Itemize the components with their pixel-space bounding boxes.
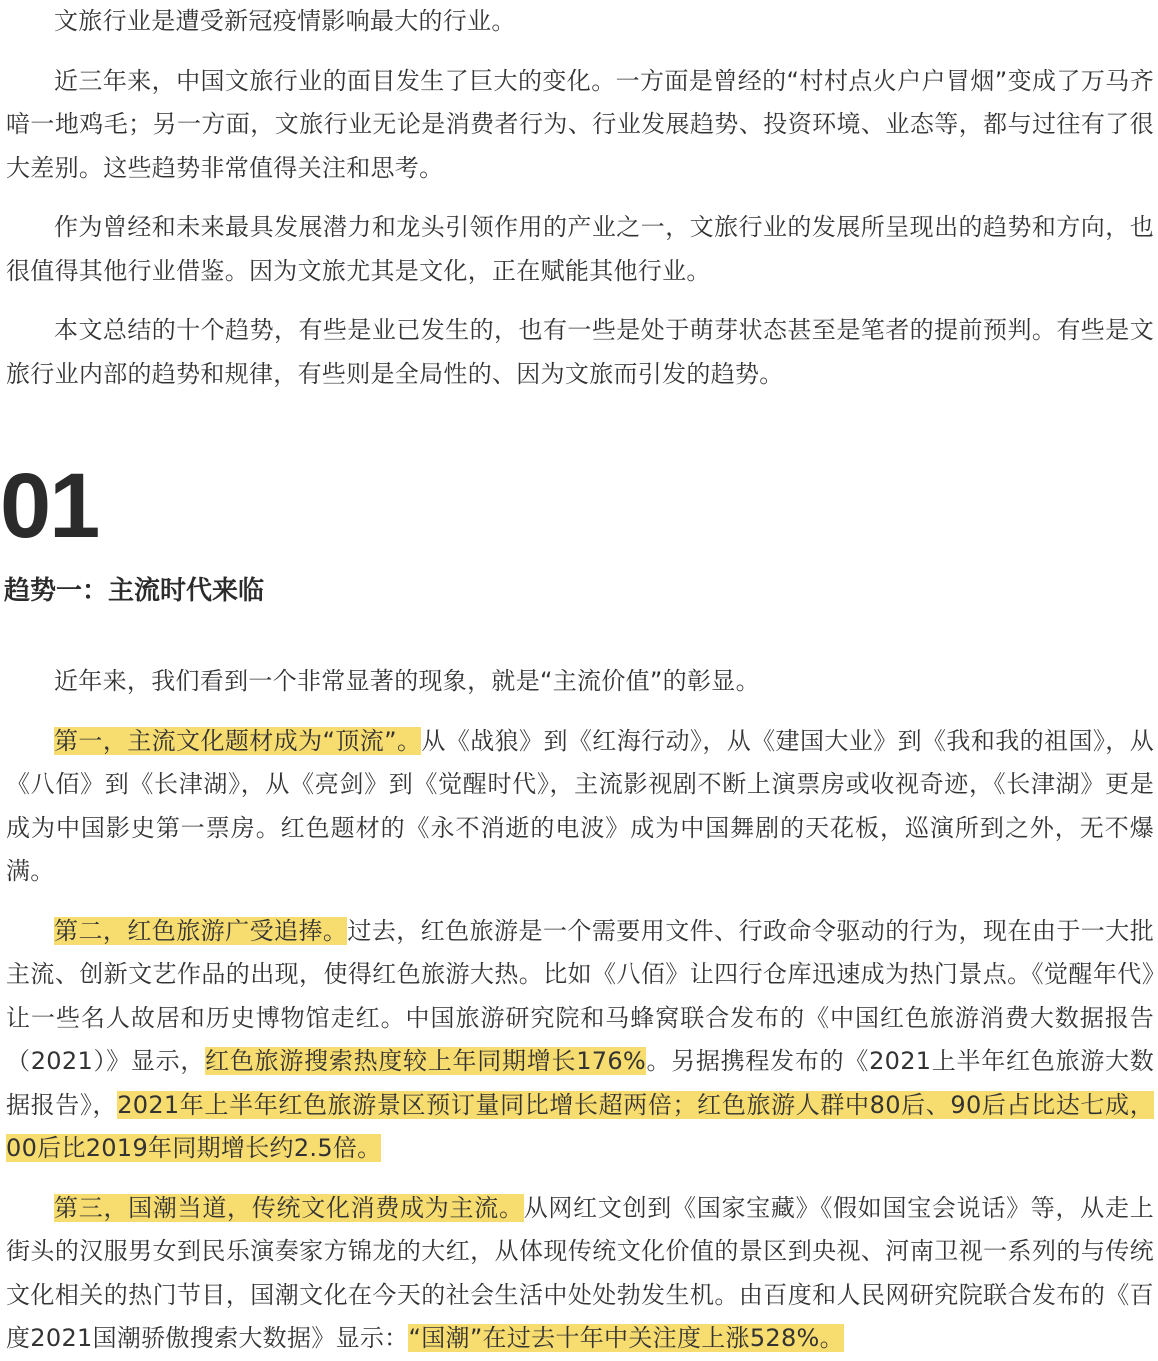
section-title: 趋势一：主流时代来临 xyxy=(4,576,265,606)
point-2-highlight: 第二，红色旅游广受追捧。 xyxy=(54,916,348,945)
intro-paragraph-2: 近三年来，中国文旅行业的面目发生了巨大的变化。一方面是曾经的“村村点火户户冒烟”变成了万马齐喑一地鸡毛；另一方面，文旅行业无论是消费者行为、行业发展趋势、投资环境、业态等，都与过往有了很大差别。这些趋势非常值得关注和思考。 xyxy=(6,66,1154,182)
point-3-highlight-stat: “国潮”在过去十年中关注度上涨528%。 xyxy=(408,1324,844,1352)
point-1-text: 从《战狼》到《红海行动》，从《建国大业》到《我和我的祖国》，从《八佰》到《长津湖》，从《亮剑》到《觉醒时代》，主流影视剧不断上演票房或收视奇迹，《长津湖》更是成为中国影史第一票房。红色题材的《永不消逝的电波》成为中国舞剧的天花板，巡演所到之外，无不爆满。 xyxy=(6,726,1154,885)
section-number: 01 xyxy=(0,455,99,557)
point-2-highlight-stat: 红色旅游搜索热度较上年同期增长176% xyxy=(205,1047,647,1075)
intro-paragraph-4: 本文总结的十个趋势，有些是业已发生的，也有一些是处于萌芽状态甚至是笔者的提前预判。有些是文旅行业内部的趋势和规律，有些则是全局性的、因为文旅而引发的趋势。 xyxy=(6,316,1154,388)
point-3-text: 从网红文创到《国家宝藏》《假如国宝会说话》等，从走上街头的汉服男女到民乐演奏家方锦龙的大红，从体现传统文化价值的景区到央视、河南卫视一系列的与传统文化相关的热门节目，国潮文化在今天的社会生活中处处勃发生机。由百度和人民网研究院联合发布的《百度2021国潮骄傲搜索大数据》显示： xyxy=(6,1193,1154,1352)
intro-section xyxy=(6,0,1154,396)
point-2-highlight-stat-2: 2021年上半年红色旅游景区预订量同比增长超两倍；红色旅游人群中80后、90后占比达七成，00后比2019年同期增长约2.5倍。 xyxy=(6,1090,1154,1162)
intro-paragraph-3: 作为曾经和未来最具发展潜力和龙头引领作用的产业之一，文旅行业的发展所呈现出的趋势和方向，也很值得其他行业借鉴。因为文旅尤其是文化，正在赋能其他行业。 xyxy=(6,213,1154,285)
point-3-highlight: 第三，国潮当道，传统文化消费成为主流。 xyxy=(54,1193,524,1222)
point-2-text-1: 过去，红色旅游是一个需要用文件、行政命令驱动的行为，现在由于一大批主流、创新文艺作品的出现，使得红色旅游大热。比如《八佰》让四行仓库迅速成为热门景点。《觉醒年代》让一些名人故居和历史博物馆走红。中国旅游研究院和马蜂窝联合发布的《中国红色旅游消费大数据报告（2021）》显示， xyxy=(6,916,1154,1075)
point-1-highlight: 第一，主流文化题材成为“顶流”。 xyxy=(54,726,422,755)
point-2-text-2: 。另据携程发布的《2021上半年红色旅游大数据报告》， xyxy=(6,1047,1154,1119)
intro-paragraph-1: 文旅行业是遭受新冠疫情影响最大的行业。 xyxy=(54,7,516,35)
section-body xyxy=(6,660,1154,1361)
point-2-paragraph xyxy=(6,910,1154,1171)
point-3-paragraph xyxy=(6,1187,1154,1361)
section-lead-paragraph: 近年来，我们看到一个非常显著的现象，就是“主流价值”的彰显。 xyxy=(54,667,760,695)
point-1-paragraph xyxy=(6,720,1154,894)
